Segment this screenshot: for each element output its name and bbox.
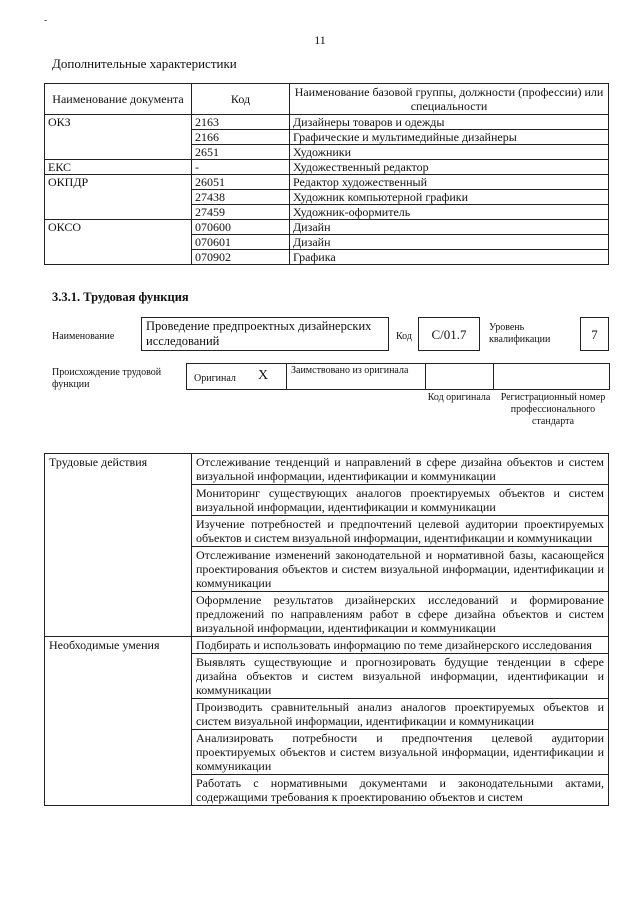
detail-text-cell: Выявлять существующие и прогнозировать будущие тенденции в сфере дизайна объектов и систем визуальной информации, идентификации и коммуникации <box>192 654 609 699</box>
code-cell: 26051 <box>192 175 290 190</box>
registration-number-caption: Регистрационный номер профессионального стандарта <box>500 392 606 427</box>
function-code-box: C/01.7 <box>418 317 480 351</box>
detail-row <box>45 454 609 485</box>
labor-function-heading: 3.3.1. Трудовая функция <box>52 290 189 304</box>
detail-text-cell: Анализировать потребности и предпочтения целевой аудитории проектируемых объектов и систем визуальной информации, идентификации и коммуникации <box>192 730 609 775</box>
code-cell: 070902 <box>192 250 290 265</box>
occupation-name-cell: Художник компьютерной графики <box>290 190 609 205</box>
code-cell: 2166 <box>192 130 290 145</box>
classifier-table <box>44 83 609 265</box>
origin-label: Происхождение трудовой функции <box>52 367 162 390</box>
extra-characteristics-heading: Дополнительные характеристики <box>52 56 237 71</box>
occupation-name-cell: Художники <box>290 145 609 160</box>
detail-text-cell: Отслеживание тенденций и направлений в сфере дизайна объектов и систем визуальной информации, идентификации и коммуникации <box>192 454 609 485</box>
classifier-row <box>45 220 609 235</box>
document-cell: ЕКС <box>45 160 192 175</box>
occupation-name-cell: Дизайнеры товаров и одежды <box>290 115 609 130</box>
document-cell: ОКСО <box>45 220 192 265</box>
header-name: Наименование базовой группы, должности (профессии) или специальности <box>290 84 609 115</box>
page-number: 11 <box>314 33 326 47</box>
occupation-name-cell: Редактор художественный <box>290 175 609 190</box>
origin-divider-1 <box>286 363 287 390</box>
function-details-table <box>44 453 609 806</box>
page-mark: - <box>44 15 48 26</box>
detail-text-cell: Оформление результатов дизайнерских исследований и формирование предложений по направлениям работ в сфере дизайна объектов и систем визуальной информации, идентификации и коммуникации <box>192 592 609 637</box>
classifier-row <box>45 175 609 190</box>
occupation-name-cell: Графические и мультимедийные дизайнеры <box>290 130 609 145</box>
occupation-name-cell: Графика <box>290 250 609 265</box>
classifier-row <box>45 160 609 175</box>
detail-text-cell: Отслеживание изменений законодательной и нормативной базы, касающейся проектирования объектов и систем визуальной информации, идентификации и коммуникации <box>192 547 609 592</box>
classifier-row <box>45 115 609 130</box>
section-title-cell: Трудовые действия <box>45 454 192 637</box>
original-label: Оригинал <box>194 373 236 384</box>
original-code-caption: Код оригинала <box>427 392 491 403</box>
origin-divider-2 <box>425 363 426 390</box>
section-title-cell: Необходимые умения <box>45 637 192 806</box>
name-label: Наименование <box>52 331 115 342</box>
classifier-table-header <box>45 84 609 115</box>
borrowed-label: Заимствовано из оригинала <box>291 365 409 376</box>
qualification-level-box: 7 <box>580 317 609 351</box>
origin-divider-3 <box>493 363 494 390</box>
code-cell: 070601 <box>192 235 290 250</box>
qualification-level-label: Уровень квалификации <box>489 322 551 345</box>
document-cell: ОКПДР <box>45 175 192 220</box>
original-mark: X <box>258 368 269 383</box>
code-cell: 2163 <box>192 115 290 130</box>
document-cell: ОКЗ <box>45 115 192 160</box>
detail-text-cell: Изучение потребностей и предпочтений целевой аудитории проектируемых объектов и систем визуальной информации, идентификации и коммуникации <box>192 516 609 547</box>
code-cell: 2651 <box>192 145 290 160</box>
detail-text-cell: Работать с нормативными документами и законодательными актами, содержащими требования к проектированию объектов и систем <box>192 775 609 806</box>
detail-text-cell: Производить сравнительный анализ аналогов проектируемых объектов и систем визуальной информации, идентификации и коммуникации <box>192 699 609 730</box>
code-label: Код <box>396 331 412 342</box>
detail-text-cell: Подбирать и использовать информацию по теме дизайнерского исследования <box>192 637 609 654</box>
function-name-box: Проведение предпроектных дизайнерских исследований <box>141 317 389 351</box>
occupation-name-cell: Дизайн <box>290 235 609 250</box>
occupation-name-cell: Дизайн <box>290 220 609 235</box>
code-cell: - <box>192 160 290 175</box>
occupation-name-cell: Художник-оформитель <box>290 205 609 220</box>
code-cell: 070600 <box>192 220 290 235</box>
detail-row <box>45 637 609 654</box>
header-document: Наименование документа <box>45 84 192 115</box>
occupation-name-cell: Художественный редактор <box>290 160 609 175</box>
header-code: Код <box>192 84 290 115</box>
detail-text-cell: Мониторинг существующих аналогов проектируемых объектов и систем визуальной информации, идентификации и коммуникации <box>192 485 609 516</box>
code-cell: 27459 <box>192 205 290 220</box>
code-cell: 27438 <box>192 190 290 205</box>
